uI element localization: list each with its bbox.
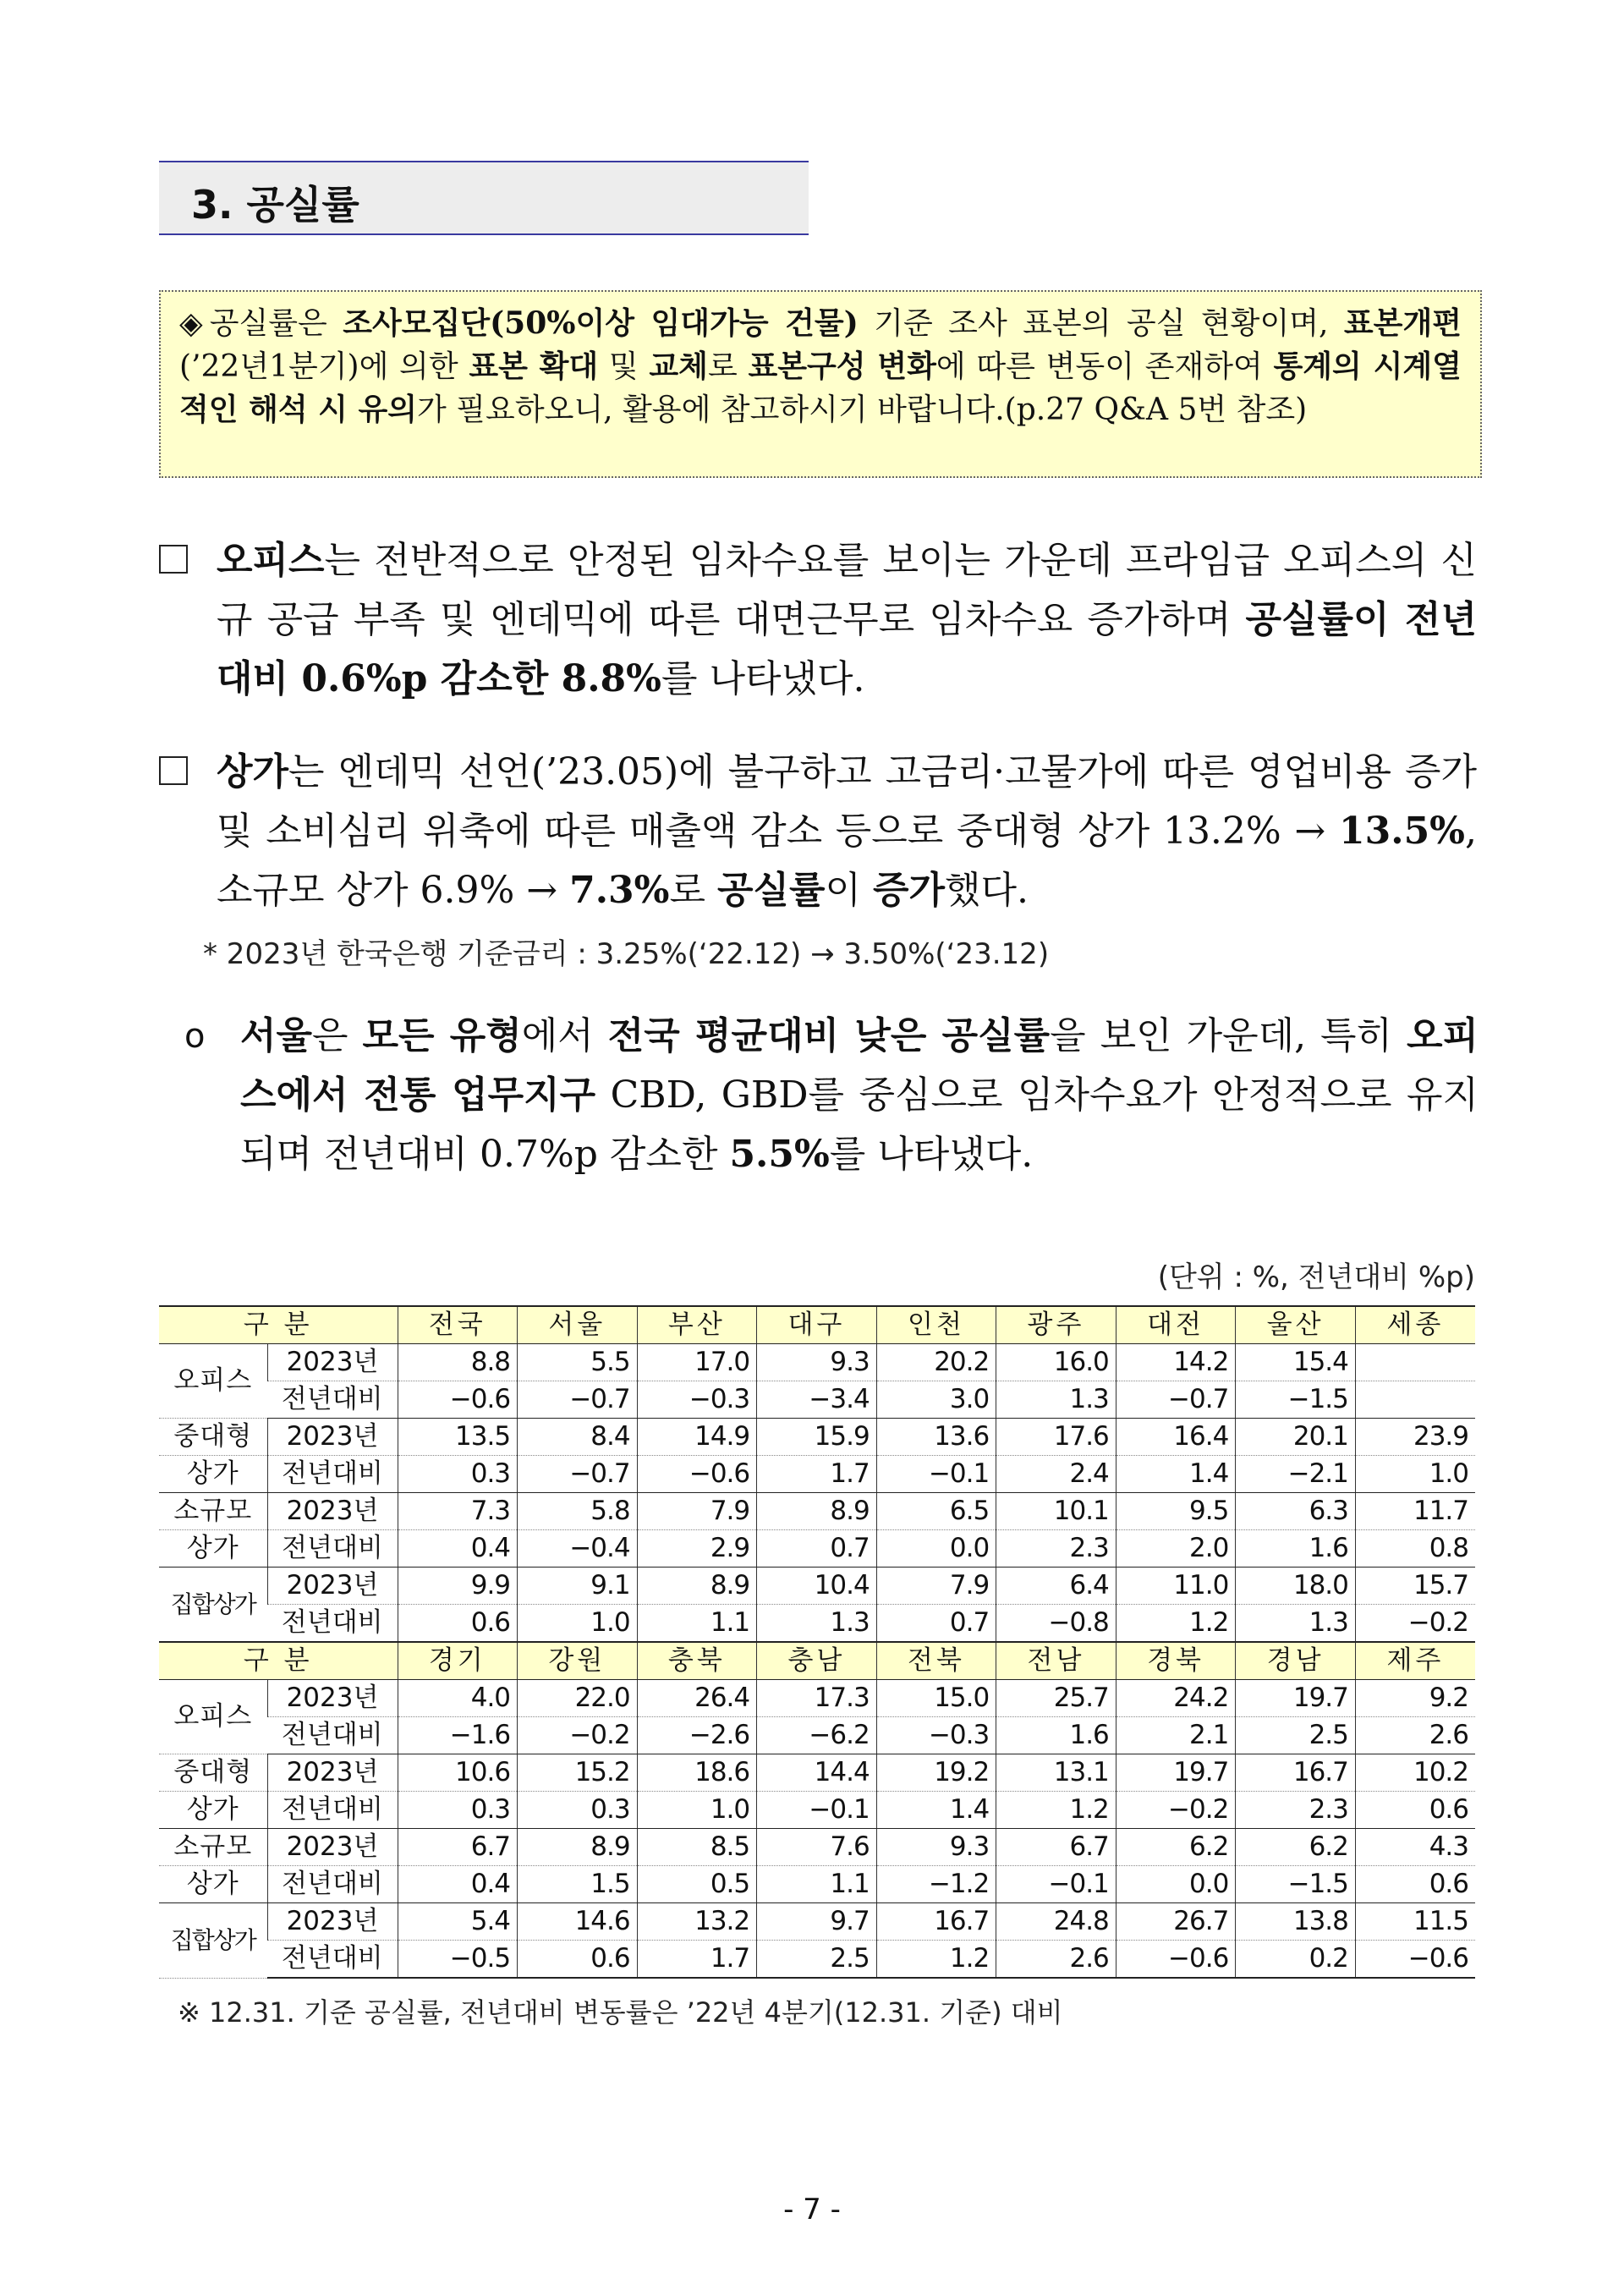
notice-text: 에 따른 변동이 존재하여 [935, 349, 1274, 384]
table-value: 0.3 [518, 1792, 638, 1829]
table-value: 17.0 [637, 1344, 757, 1381]
row-category: 집합상가 [159, 1568, 267, 1643]
vacancy-table [159, 1305, 1475, 1979]
row-category: 상가 [159, 1530, 267, 1568]
text: 로 [669, 869, 717, 912]
row-category: 오피스 [159, 1680, 267, 1754]
notice-bold: 표본 확대 [469, 349, 599, 384]
table-header-region: 부산 [637, 1306, 757, 1344]
notice-text: 로 [707, 349, 749, 384]
table-value: 6.5 [876, 1493, 996, 1530]
table-value: 0.4 [398, 1866, 518, 1903]
notice-text: 공실률은 [209, 306, 343, 341]
table-value: 1.3 [757, 1605, 877, 1643]
table-value: 23.9 [1355, 1419, 1475, 1456]
table-value: 16.0 [996, 1344, 1116, 1381]
table-header-row [159, 1306, 1475, 1344]
table-value: 13.6 [876, 1419, 996, 1456]
diamond-bullet-icon: ◈ [179, 306, 203, 341]
notice-text: 기준 조사 표본의 공실 현황이며, [858, 306, 1344, 341]
base-rate-note: * 2023년 한국은행 기준금리 : 3.25%(‘22.12) → 3.50%(‘23.12) [203, 937, 1050, 971]
table-header-region: 경남 [1236, 1642, 1356, 1680]
row-sublabel: 2023년 [267, 1419, 398, 1456]
table-value: 1.3 [996, 1381, 1116, 1419]
table-value: −0.2 [1116, 1792, 1236, 1829]
table-header-region: 전북 [876, 1642, 996, 1680]
table-value: 1.1 [757, 1866, 877, 1903]
table-value: 0.2 [1236, 1941, 1356, 1979]
table-footnote: ※ 12.31. 기준 공실률, 전년대비 변동률은 ’22년 4분기(12.31. 기준) 대비 [178, 1996, 1063, 2029]
table-row [159, 1792, 1475, 1829]
table-value: 15.7 [1355, 1568, 1475, 1605]
table-row [159, 1344, 1475, 1381]
table-value: −0.4 [518, 1530, 638, 1568]
table-value: 22.0 [518, 1680, 638, 1717]
table-value: −0.3 [637, 1381, 757, 1419]
table-value: 6.2 [1116, 1829, 1236, 1866]
paragraph-office-text [217, 531, 1477, 709]
notice-text: 가 필요하오니, 활용에 참고하시기 바랍니다.(p.27 Q&A 5번 참조) [417, 393, 1308, 427]
table-value: 0.6 [1355, 1866, 1475, 1903]
table-header-region: 광주 [996, 1306, 1116, 1344]
table-value: 19.2 [876, 1754, 996, 1792]
table-value: 14.9 [637, 1419, 757, 1456]
table-value: 0.0 [876, 1530, 996, 1568]
table-value: 13.8 [1236, 1903, 1356, 1941]
table-value: 1.4 [876, 1792, 996, 1829]
table-row [159, 1530, 1475, 1568]
table-value: 1.7 [637, 1941, 757, 1979]
paragraph-seoul [184, 1007, 1479, 1193]
table-value: 15.4 [1236, 1344, 1356, 1381]
table-value: −0.2 [1355, 1605, 1475, 1643]
table-value: 1.6 [1236, 1530, 1356, 1568]
bold-text: 모든 유형 [362, 1014, 522, 1057]
table-row [159, 1605, 1475, 1643]
table-value: 15.9 [757, 1419, 877, 1456]
table-value: 10.4 [757, 1568, 877, 1605]
table-value: 8.9 [757, 1493, 877, 1530]
row-category: 집합상가 [159, 1903, 267, 1979]
table-header-region: 제주 [1355, 1642, 1475, 1680]
table-header-region: 경북 [1116, 1642, 1236, 1680]
table-value: 14.2 [1116, 1344, 1236, 1381]
table-header-region: 전남 [996, 1642, 1116, 1680]
notice-bold: 표본구성 변화 [748, 349, 936, 384]
table-value: 9.5 [1116, 1493, 1236, 1530]
table-value: −0.7 [518, 1381, 638, 1419]
row-sublabel: 2023년 [267, 1754, 398, 1792]
table-value: 10.6 [398, 1754, 518, 1792]
table-value: 19.7 [1116, 1754, 1236, 1792]
table-value: 15.0 [876, 1680, 996, 1717]
table-row [159, 1941, 1475, 1979]
table-value: 8.4 [518, 1419, 638, 1456]
checkbox-bullet-icon [159, 756, 188, 785]
notice-bold: 통계의 시계열적인 해석 시 유의 [179, 349, 1462, 427]
table-value: 5.4 [398, 1903, 518, 1941]
bold-text: 증가 [873, 869, 946, 912]
table-header-region: 강원 [518, 1642, 638, 1680]
table-value: 1.2 [876, 1941, 996, 1979]
table-value: 6.2 [1236, 1829, 1356, 1866]
row-sublabel: 전년대비 [267, 1792, 398, 1829]
table-value: 1.6 [996, 1717, 1116, 1754]
notice-box [159, 290, 1482, 478]
table-value: 5.8 [518, 1493, 638, 1530]
table-value: −2.1 [1236, 1456, 1356, 1493]
table-value: 0.7 [757, 1530, 877, 1568]
table-value: 0.3 [398, 1456, 518, 1493]
row-sublabel: 전년대비 [267, 1717, 398, 1754]
text: 이 [825, 869, 873, 912]
table-value: 2.5 [757, 1941, 877, 1979]
table-row [159, 1381, 1475, 1419]
table-value: 18.0 [1236, 1568, 1356, 1605]
table-value: 1.2 [996, 1792, 1116, 1829]
table-header-region: 전국 [398, 1306, 518, 1344]
row-category: 상가 [159, 1792, 267, 1829]
notice-bold: 조사모집단(50%이상 임대가능 건물) [343, 305, 859, 341]
table-value: 18.6 [637, 1754, 757, 1792]
bold-text: 7.3% [569, 869, 670, 912]
unit-label: (단위 : %, 전년대비 %p) [1157, 1260, 1475, 1294]
table-value: 5.5 [518, 1344, 638, 1381]
table-row [159, 1493, 1475, 1530]
table-value: −3.4 [757, 1381, 877, 1419]
table-value: 1.0 [518, 1605, 638, 1643]
table-header-region: 서울 [518, 1306, 638, 1344]
table-row [159, 1568, 1475, 1605]
table-value: −0.5 [398, 1941, 518, 1979]
table-value: 15.2 [518, 1754, 638, 1792]
table-value: 11.5 [1355, 1903, 1475, 1941]
table-value: 0.6 [1355, 1792, 1475, 1829]
table-value: 13.2 [637, 1903, 757, 1941]
table-value: 2.3 [996, 1530, 1116, 1568]
notice-bold: 표본개편 [1343, 305, 1462, 341]
row-category: 중대형 [159, 1754, 267, 1792]
row-sublabel: 2023년 [267, 1680, 398, 1717]
text: 은 [312, 1014, 363, 1057]
table-value: 3.0 [876, 1381, 996, 1419]
table-value: −1.6 [398, 1717, 518, 1754]
row-sublabel: 전년대비 [267, 1605, 398, 1643]
table-row [159, 1754, 1475, 1792]
row-sublabel: 2023년 [267, 1903, 398, 1941]
row-sublabel: 2023년 [267, 1344, 398, 1381]
table-value: 7.9 [637, 1493, 757, 1530]
text: 에서 [521, 1014, 608, 1057]
row-category: 상가 [159, 1456, 267, 1493]
bold-text: 서울 [240, 1014, 313, 1057]
table-value: 1.1 [637, 1605, 757, 1643]
bold-text: 상가 [217, 750, 289, 793]
table-value: 1.3 [1236, 1605, 1356, 1643]
paragraph-office [159, 531, 1479, 717]
text: CBD, GBD를 중심으로 임차수요가 안정적으로 유지되며 전년대비 0.7%p 감소한 [240, 1073, 1479, 1176]
table-value: 0.4 [398, 1530, 518, 1568]
row-sublabel: 전년대비 [267, 1941, 398, 1979]
notice-text: (’22년1분기)에 의한 [179, 349, 469, 384]
table-value: 8.9 [637, 1568, 757, 1605]
notice-bold: 교체 [649, 349, 708, 384]
table-value: 9.3 [876, 1829, 996, 1866]
table-value: 8.5 [637, 1829, 757, 1866]
table-value: 0.6 [398, 1605, 518, 1643]
section-title-box [159, 161, 809, 235]
circle-bullet-icon: o [184, 1017, 206, 1056]
table-value: −0.6 [637, 1456, 757, 1493]
text: 를 나타냈다. [829, 1133, 1034, 1176]
table-value: −1.2 [876, 1866, 996, 1903]
row-category: 상가 [159, 1866, 267, 1903]
table-value: 9.7 [757, 1903, 877, 1941]
row-sublabel: 전년대비 [267, 1381, 398, 1419]
table-header-row [159, 1642, 1475, 1680]
bold-text: 오피스에서 전통 업무지구 [240, 1014, 1479, 1117]
table-value: 1.5 [518, 1866, 638, 1903]
table-value: −0.1 [876, 1456, 996, 1493]
table-value: 0.0 [1116, 1866, 1236, 1903]
bold-text: 5.5% [729, 1133, 830, 1176]
table-value: 0.7 [876, 1605, 996, 1643]
bold-text: 공실률이 전년대비 0.6%p 감소한 8.8% [217, 598, 1477, 700]
table-value: 9.3 [757, 1344, 877, 1381]
table-value: 4.3 [1355, 1829, 1475, 1866]
table-header-region: 대전 [1116, 1306, 1236, 1344]
table-value: −0.1 [996, 1866, 1116, 1903]
table-value: 9.2 [1355, 1680, 1475, 1717]
table-value: 9.9 [398, 1568, 518, 1605]
table-value: 8.9 [518, 1829, 638, 1866]
table-value: 20.2 [876, 1344, 996, 1381]
paragraph-seoul-text [240, 1007, 1479, 1184]
text: 했다. [945, 869, 1029, 912]
table-value: 0.5 [637, 1866, 757, 1903]
table-header-region: 인천 [876, 1306, 996, 1344]
text: 는 엔데믹 선언(’23.05)에 불구하고 고금리·고물가에 따른 영업비용 증가 및 소비심리 위축에 따른 매출액 감소 등으로 중대형 상가 13.2% → [217, 750, 1477, 853]
table-value: 25.7 [996, 1680, 1116, 1717]
table-value: −0.6 [1116, 1941, 1236, 1979]
bold-text: 오피스 [217, 539, 325, 582]
table-row [159, 1456, 1475, 1493]
table-value: 2.5 [1236, 1717, 1356, 1754]
table-value: 0.6 [518, 1941, 638, 1979]
table-value: 11.0 [1116, 1568, 1236, 1605]
table-value: 24.8 [996, 1903, 1116, 1941]
table-value: 1.0 [1355, 1456, 1475, 1493]
table-row [159, 1419, 1475, 1456]
table-value: −2.6 [637, 1717, 757, 1754]
text: 을 보인 가운데, 특히 [1050, 1014, 1407, 1057]
table-value: 7.6 [757, 1829, 877, 1866]
table-header-region: 충남 [757, 1642, 877, 1680]
table-value: −1.5 [1236, 1866, 1356, 1903]
table-value: 13.1 [996, 1754, 1116, 1792]
table-row [159, 1866, 1475, 1903]
table-header-region: 세종 [1355, 1306, 1475, 1344]
table-value: 11.7 [1355, 1493, 1475, 1530]
row-category: 소규모 [159, 1829, 267, 1866]
table-value: 6.4 [996, 1568, 1116, 1605]
table-value: 6.7 [398, 1829, 518, 1866]
table-row [159, 1829, 1475, 1866]
paragraph-retail-text [217, 743, 1477, 920]
table-value: −6.2 [757, 1717, 877, 1754]
bold-text: 13.5% [1339, 810, 1465, 853]
table-value [1355, 1344, 1475, 1381]
table-header-region: 울산 [1236, 1306, 1356, 1344]
table-header-label: 구 분 [159, 1306, 398, 1344]
row-sublabel: 2023년 [267, 1493, 398, 1530]
table-value: −0.2 [518, 1717, 638, 1754]
table-value: 10.2 [1355, 1754, 1475, 1792]
table-value: 16.7 [1236, 1754, 1356, 1792]
page-number: - 7 - [783, 2193, 841, 2226]
table-value: 24.2 [1116, 1680, 1236, 1717]
table-value: −0.7 [518, 1456, 638, 1493]
table-value: 26.4 [637, 1680, 757, 1717]
table-value: 10.1 [996, 1493, 1116, 1530]
table-value: 14.6 [518, 1903, 638, 1941]
table-row [159, 1680, 1475, 1717]
table-value: 2.6 [1355, 1717, 1475, 1754]
table-value: 6.7 [996, 1829, 1116, 1866]
table-value: 13.5 [398, 1419, 518, 1456]
table-value: 6.3 [1236, 1493, 1356, 1530]
text: 를 나타냈다. [661, 657, 865, 700]
table-value: 1.7 [757, 1456, 877, 1493]
table-value: 7.9 [876, 1568, 996, 1605]
table-value: 20.1 [1236, 1419, 1356, 1456]
table-value: −1.5 [1236, 1381, 1356, 1419]
table-header-label: 구 분 [159, 1642, 398, 1680]
table-value: 2.9 [637, 1530, 757, 1568]
table-value: 4.0 [398, 1680, 518, 1717]
notice-text: 및 [598, 349, 650, 384]
paragraph-retail [159, 743, 1479, 929]
section-title: 3. 공실률 [191, 182, 359, 228]
table-value: −0.7 [1116, 1381, 1236, 1419]
table-value: 7.3 [398, 1493, 518, 1530]
table-header-region: 충북 [637, 1642, 757, 1680]
row-sublabel: 2023년 [267, 1568, 398, 1605]
table-value: −0.8 [996, 1605, 1116, 1643]
row-category: 소규모 [159, 1493, 267, 1530]
row-category: 중대형 [159, 1419, 267, 1456]
table-value: 19.7 [1236, 1680, 1356, 1717]
row-category: 오피스 [159, 1344, 267, 1419]
table-value: 0.8 [1355, 1530, 1475, 1568]
table-value: 16.7 [876, 1903, 996, 1941]
table-value: 8.8 [398, 1344, 518, 1381]
table-value [1355, 1381, 1475, 1419]
table-row [159, 1903, 1475, 1941]
row-sublabel: 전년대비 [267, 1456, 398, 1493]
table-value: 2.3 [1236, 1792, 1356, 1829]
table-value: 9.1 [518, 1568, 638, 1605]
table-value: 17.6 [996, 1419, 1116, 1456]
table-value: 26.7 [1116, 1903, 1236, 1941]
bold-text: 공실률 [716, 869, 826, 912]
table-value: −0.6 [1355, 1941, 1475, 1979]
table-header-region: 대구 [757, 1306, 877, 1344]
table-value: −0.3 [876, 1717, 996, 1754]
table-value: 2.1 [1116, 1717, 1236, 1754]
table-value: 1.0 [637, 1792, 757, 1829]
text: 는 전반적으로 안정된 임차수요를 보이는 가운데 프라임급 오피스의 신규 공급 부족 및 엔데믹에 따른 대면근무로 임차수요 증가하며 [217, 539, 1477, 641]
text: , 소규모 상가 6.9% → [217, 810, 1477, 912]
row-sublabel: 전년대비 [267, 1530, 398, 1568]
bold-text: 전국 평균대비 낮은 공실률 [607, 1014, 1051, 1057]
table-value: 14.4 [757, 1754, 877, 1792]
table-value: 1.4 [1116, 1456, 1236, 1493]
table-value: 1.2 [1116, 1605, 1236, 1643]
table-value: −0.6 [398, 1381, 518, 1419]
table-value: −0.1 [757, 1792, 877, 1829]
table-value: 17.3 [757, 1680, 877, 1717]
table-header-region: 경기 [398, 1642, 518, 1680]
table-value: 2.4 [996, 1456, 1116, 1493]
row-sublabel: 2023년 [267, 1829, 398, 1866]
table-value: 2.0 [1116, 1530, 1236, 1568]
row-sublabel: 전년대비 [267, 1866, 398, 1903]
table-row [159, 1717, 1475, 1754]
table-value: 2.6 [996, 1941, 1116, 1979]
table-value: 0.3 [398, 1792, 518, 1829]
checkbox-bullet-icon [159, 545, 188, 574]
table-value: 16.4 [1116, 1419, 1236, 1456]
